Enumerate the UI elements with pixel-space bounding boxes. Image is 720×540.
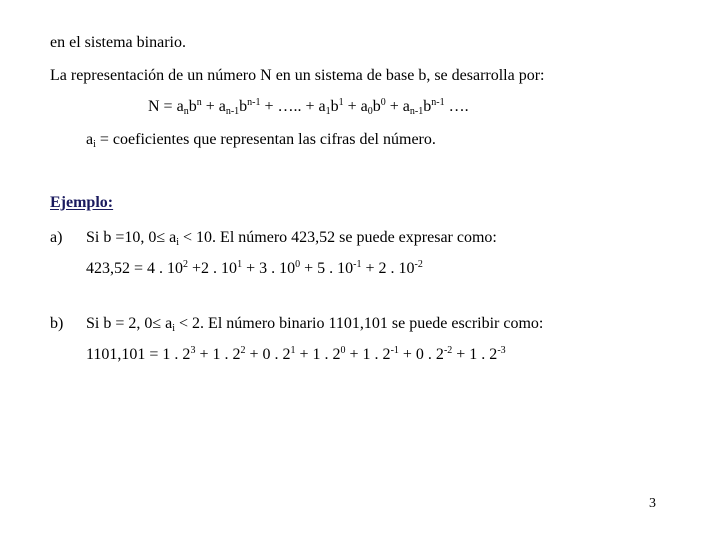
- coefficients-definition: $a_i$ = coeficientes que representan las cifras del número.: [86, 131, 436, 150]
- base-expansion-formula: $N = a_nb^n + a_{n-1}b^{n-1}$ + ….. + $a_1b^1 + a_0b^0 + a_{n-1}b^{n-1}$ ….: [148, 97, 469, 117]
- representation-line: La representación de un número N en un sistema de base b, se desarrolla por:: [50, 67, 545, 84]
- example-b-expansion: 1101,101 = 1 . $2^3 + 1$ . $2^2 + 0$ . $2^1 + 1$ . $2^0 + 1$ . $2^{-1} + 0$ . $2^{-2} + 1$ . $2^{-3}$: [86, 345, 506, 363]
- example-a-statement: Si b =10, $0\le a_i < 10$. El número 423,52 se puede expresar como:: [86, 229, 497, 248]
- example-a-expansion: 423,52 = 4 . $10^2 +2$ . $10^1 + 3$ . $10^0 + 5$ . $10^{-1} + 2$ . $10^{-2}$: [86, 259, 423, 277]
- example-heading: Ejemplo:: [50, 194, 114, 211]
- example-b-marker: b): [50, 315, 64, 332]
- page-number: 3: [649, 496, 656, 511]
- intro-line: en el sistema binario.: [50, 34, 186, 51]
- example-b-statement: Si b = 2, $0\le a_i < 2$. El número binario 1101,101 se puede escribir como:: [86, 315, 544, 334]
- example-a-marker: a): [50, 229, 63, 246]
